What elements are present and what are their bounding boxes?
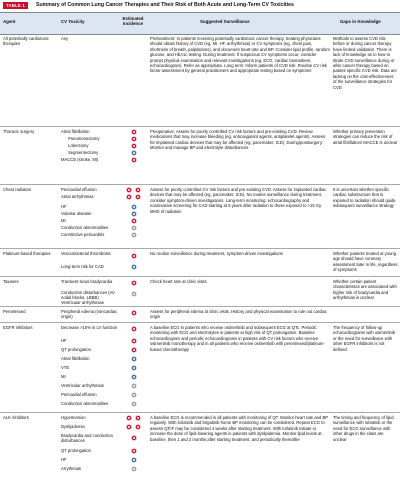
risk-circle-icon (131, 338, 137, 344)
toxicity-extra: Conduction abnormalities (61, 225, 109, 230)
agent-cell: ALK inhibitors (3, 415, 29, 420)
header-incidence: Estimated Incidence (122, 16, 144, 26)
incidence-marker (120, 232, 148, 238)
toxicity-cell: Decrease >10% in LV function (61, 325, 118, 330)
risk-circle-icon (131, 448, 137, 454)
toxicity-extra: VTE (61, 365, 70, 370)
toxicity-cell: Atrial fibrillation (61, 129, 90, 134)
incidence-marker (120, 365, 148, 371)
incidence-marker (120, 194, 148, 200)
incidence-marker (120, 143, 148, 149)
risk-circle-icon (135, 187, 141, 193)
incidence-marker (120, 136, 148, 142)
table-row (0, 33, 400, 127)
risk-circle-icon (131, 280, 137, 286)
risk-circle-icon (131, 143, 137, 149)
toxicity-extra: Conduction abnormalities (61, 401, 109, 406)
risk-circle-icon (135, 415, 141, 421)
table-tag: TABLE 1 (3, 2, 28, 9)
table-row (0, 184, 400, 249)
table-header (0, 12, 400, 35)
risk-circle-icon (131, 264, 137, 270)
gaps-cell: It is uncertain whether specific cardiac substructure that is exposed to radiation should guide subsequent surveillance strategy (333, 187, 396, 209)
surveillance-cell: Preoperative: Assess for poorly controlled CV risk factors and pre-existing CVD. Review medications that may increase bleeding (eg, anticoagulant agents, antiplatelet agents). Assess for implanted cardiac devices that may be affected (eg, pacemaker, ICD). During/postsurgery: Monitor and manage BP and electrolyte disturbances (150, 129, 326, 151)
risk-circle-icon (131, 435, 137, 441)
risk-circle-icon (126, 424, 132, 430)
risk-circle-icon (131, 253, 137, 259)
agent-cell: Chest radiation (3, 187, 32, 192)
incidence-marker (120, 383, 148, 389)
toxicity-cell: Pericardial effusion (61, 187, 97, 192)
risk-circle-icon (131, 129, 137, 135)
incidence-marker (120, 310, 148, 316)
incidence-marker (120, 326, 148, 332)
toxicity-cell: Any (61, 36, 69, 41)
risk-circle-icon (131, 383, 137, 389)
agent-cell: EGFR inhibitors (3, 325, 33, 330)
toxicity-extra: Dyslipidemia (61, 424, 85, 429)
risk-circle-icon (131, 392, 137, 398)
incidence-marker (120, 347, 148, 353)
agent-cell: Pemetrexed (3, 309, 26, 314)
table-row (0, 322, 400, 413)
agent-cell: Thoracic surgery (3, 129, 35, 134)
risk-circle-icon (131, 291, 137, 297)
toxicity-cell: Transient sinus bradycardia (61, 279, 113, 284)
toxicity-extra: HF (61, 204, 67, 209)
toxicity-subitem: Pneumonectomy (68, 136, 100, 141)
header-agent: Agent (3, 19, 16, 24)
incidence-marker (120, 218, 148, 224)
surveillance-cell: Assess for poorly controlled CV risk factors and pre-existing CVD. Assess for implanted cardiac devices that may be affected (eg, pacemaker, ICD). No routine surveillance during treatment, consider symptom-driven investigations. Long-term monitoring: echocardiography and noninvasive screening for CAD starting at 5 years after radiation to those exposed to >15 Gy MHD of radiation (150, 187, 327, 214)
risk-circle-icon (131, 310, 137, 316)
risk-circle-icon (131, 326, 137, 332)
header-surveillance: Suggested Surveillance (200, 19, 250, 24)
risk-circle-icon (131, 211, 137, 217)
table-title-bar (0, 0, 400, 12)
risk-circle-icon (131, 466, 137, 472)
incidence-marker (120, 374, 148, 380)
toxicity-extra: MI (61, 374, 66, 379)
toxicity-extra: Atrial fibrillation (61, 356, 90, 361)
table-row (0, 126, 400, 185)
toxicity-extra: QT prolongation (61, 448, 91, 453)
header-gaps: Gaps in Knowledge (340, 19, 381, 24)
surveillance-cell: No routine surveillance during treatment, symptom-driven investigations (150, 251, 283, 256)
toxicity-cell: Hypertension (61, 415, 86, 420)
gaps-cell: Whether patients treated at young age should have coronary assessment later in life, regardless of symptoms (333, 251, 398, 273)
toxicity-extra: Conduction disturbances (AV nodal blocks, LBBB) (61, 290, 115, 301)
toxicity-extra: Ventricular arrhythmias (61, 383, 104, 388)
incidence-marker (120, 424, 148, 430)
toxicity-extra: Pericardial effusion (61, 392, 97, 397)
agent-cell: All potentially cardiotoxic therapies (3, 36, 49, 47)
risk-circle-icon (131, 365, 137, 371)
risk-circle-icon (131, 136, 137, 142)
table-row (0, 412, 400, 500)
toxicity-extra: Bradycardia and conduction disturbances (61, 433, 113, 444)
risk-circle-icon (131, 232, 137, 238)
incidence-marker (120, 435, 148, 441)
incidence-marker (120, 211, 148, 217)
risk-circle-icon (135, 424, 141, 430)
risk-circle-icon (135, 194, 141, 200)
gaps-cell: The timing and frequency of lipid surveillance with lorlatinib or the need for ECG surveillance with other drugs in the class are unclear (333, 415, 394, 442)
surveillance-cell: Assess for peripheral edema at clinic visits. History and physical examination to rule out cardiac origin (150, 309, 327, 320)
toxicity-extra: QT prolongation (61, 347, 91, 352)
incidence-marker (120, 401, 148, 407)
header-toxicity: CV Toxicity (61, 19, 85, 24)
surveillance-cell: A baseline ECG in patients who receive osimertinib and subsequent ECG at QTc. Periodic monitoring with ECG and electrolytes in patients at high risk of QT prolongation. Baseline echocardiogram and periodic echocardiograms in patients with CV risk factors who receive osimertinib monotherapy and in all patients who receive osimertinib with pemetrexed/platinum-based chemotherapy (150, 325, 325, 352)
risk-circle-icon (131, 150, 137, 156)
incidence-marker (120, 291, 148, 297)
incidence-marker (120, 457, 148, 463)
toxicity-extra: Atrial arrhythmias (61, 194, 94, 199)
incidence-marker (120, 157, 148, 163)
surveillance-cell: Check heart rate at clinic visits (150, 279, 207, 284)
risk-circle-icon (126, 415, 132, 421)
toxicity-extra: Long-term risk for CAD (61, 264, 104, 269)
agent-cell: Taxanes (3, 279, 19, 284)
risk-circle-icon (131, 457, 137, 463)
risk-circle-icon (131, 225, 137, 231)
toxicity-extra: MACCE (stroke, MI) (61, 157, 99, 162)
gaps-cell: Whether primary prevention strategies can reduce the risk of atrial fibrillation/ MACCE is unclear (333, 129, 398, 145)
incidence-marker (120, 225, 148, 231)
incidence-marker (120, 338, 148, 344)
risk-circle-icon (131, 347, 137, 353)
risk-circle-icon (131, 374, 137, 380)
toxicity-cell: Venous/arterial thrombosis (61, 251, 111, 256)
toxicity-extra: Ventricular arrhythmias (61, 300, 104, 305)
incidence-marker (120, 415, 148, 421)
table-row (0, 276, 400, 307)
incidence-marker (120, 280, 148, 286)
table-row (0, 248, 400, 277)
surveillance-cell: A baseline ECG is recommended in all patients with monitoring of QT. Monitor heart rate and BP regularly. With lorlatinib and brigatinib home BP monitoring can be considered. Repeat ECG to assess QTcF may be considered 4 weeks after starting treatment. With lorlatinib initiate or increase the dose of lipid-lowering agents in patients with dyslipidemia. Monitor lipid levels at baseline, then 1 and 2 months after starting treatment, and periodically thereafter (150, 415, 328, 442)
incidence-marker (120, 466, 148, 472)
risk-circle-icon (126, 187, 132, 193)
incidence-marker (120, 264, 148, 270)
table-row (0, 306, 400, 323)
risk-circle-icon (131, 356, 137, 362)
table-title: Summary of Common Lung Cancer Therapies and Their Risk of Both Acute and Long-Term CV Toxicities (36, 2, 294, 8)
gaps-cell: Methods to assess CVD risk before or during cancer therapy have limited validation. There is lack of knowledge as to how to titrate CVD surveillance during or after cancer therapy based on patient specific CVD risk. Data are lacking on the cost-effectiveness of the surveillance strategies for CVD (333, 36, 397, 90)
toxicity-cell: Peripheral edema (noncardiac origin) (61, 309, 118, 320)
gaps-cell: Whether certain patient characteristics are associated with higher risk of bradycardia and arrhythmias is unclear (333, 279, 397, 301)
toxicity-extra: MI (61, 218, 66, 223)
toxicity-extra: HF (61, 457, 67, 462)
incidence-marker (120, 356, 148, 362)
toxicity-subitem: Lobectomy (68, 143, 89, 148)
risk-circle-icon (131, 401, 137, 407)
toxicity-subitem: Segmentectomy (68, 150, 99, 155)
gaps-cell: The frequency of follow-up echocardiograms with osimertinib or the need for surveillance with other EGFR inhibitors is not defined (333, 325, 396, 352)
toxicity-extra: HF (61, 338, 67, 343)
incidence-marker (120, 253, 148, 259)
risk-circle-icon (131, 218, 137, 224)
toxicity-extra: Valvular disease (61, 211, 92, 216)
risk-circle-icon (131, 157, 137, 163)
risk-circle-icon (126, 194, 132, 200)
agent-cell: Platinum-based therapies (3, 251, 51, 256)
risk-circle-icon (131, 204, 137, 210)
incidence-marker (120, 448, 148, 454)
surveillance-cell: Pretreatment: In patients receiving potentially cardiotoxic cancer therapy, treating physicians should obtain history of CVD (eg, MI, HF, arrhythmias) or CV symptoms (eg, chest pain, shortness of breath, palpitations), and document heart rate and BP. Consider lipid profile, random glucose, and HbA1c testing. During treatment: If suspicious CV symptoms occur, consider prompt physical examination and relevant investigations (eg, ECG, cardiac biomarkers, echocardiogram). Refer as appropriate. Long term: Inform patients of CVD risk. Routine CV risk factor assessment by general practitioners and appropriate testing based on symptoms (150, 36, 330, 74)
incidence-marker (120, 392, 148, 398)
toxicity-extra: Arrythmias (61, 466, 82, 471)
incidence-marker (120, 204, 148, 210)
toxicity-extra: Constrictive pericarditis (61, 232, 105, 237)
incidence-marker (120, 129, 148, 135)
incidence-marker (120, 187, 148, 193)
incidence-marker (120, 150, 148, 156)
